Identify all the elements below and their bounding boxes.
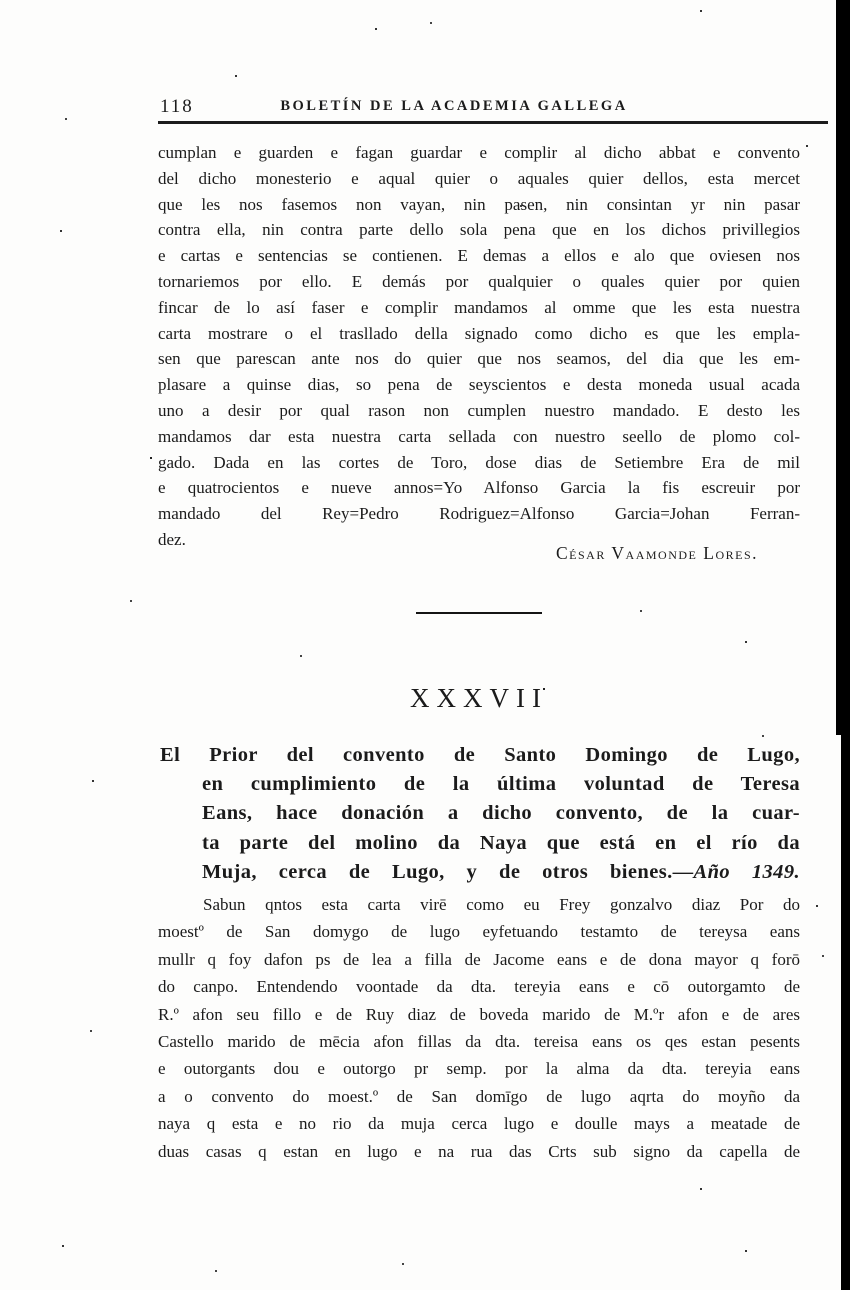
galician-charter-paragraph	[158, 891, 800, 1165]
charter-line: carta mostrare o el trasllado della signado como dicho es que les empla-	[158, 323, 800, 343]
body-line: Castello marido de mēcia afon fillas da dta. tereisa eans os qes estan pesents	[158, 1032, 800, 1052]
body-line: naya q esta e no rio da muja cerca lugo e doulle mays a meatade de	[158, 1114, 800, 1134]
charter-line: fincar de lo así faser e complir mandamos al omme que les esta nuestra	[158, 297, 800, 317]
scan-noise-specks	[0, 0, 2, 2]
section-number-heading: XXXVII	[410, 683, 548, 713]
body-line: Sabun qntos esta carta virē como eu Frey gonzalvo diaz Por do	[203, 895, 800, 914]
title-last-plain: Muja, cerca de Lugo, y de otros bienes.—	[202, 860, 694, 883]
charter-line: e quatrocientos e nueve annos=Yo Alfonso Garcia la fis escreuir por	[158, 478, 800, 498]
charter-line: que les nos fasemos non vayan, nin pasen, nin consintan yr nin pasar	[158, 194, 800, 214]
body-line: mullr q foy dafon ps de lea a filla de Jacome eans e de dona mayor q forō	[158, 949, 800, 969]
scan-edge-bar-bottom	[841, 735, 850, 1290]
header-rule	[158, 121, 828, 124]
charter-line: uno a desir por qual rason non cumplen nuestro mandado. E desto les	[158, 400, 800, 420]
body-line: e outorgants dou e outorgo pr semp. por la alma da dta. tereyia eans	[158, 1059, 800, 1079]
body-line: do canpo. Entendendo voontade da dta. tereyia eans e cō outorgamto de	[158, 977, 800, 997]
scan-edge-bar-top	[836, 0, 850, 735]
charter-line: mandamos dar esta nuestra carta sellada con nuestro seello de plomo col-	[158, 426, 800, 446]
charter-paragraph	[158, 140, 800, 553]
body-line: a o convento do moest.º de San domīgo de lugo aqrta do moyño da	[158, 1086, 800, 1106]
title-line: El Prior del convento de Santo Domingo de Lugo,	[160, 744, 800, 766]
running-header	[158, 96, 802, 120]
charter-line: gado. Dada en las cortes de Toro, dose dias de Setiembre Era de mil	[158, 452, 800, 472]
charter-line: mandado del Rey=Pedro Rodriguez=Alfonso Garcia=Johan Ferran-	[158, 504, 800, 524]
charter-line: sen que parescan ante nos do quier que nos seamos, del dia que les em-	[158, 349, 800, 369]
body-line: moestº de San domygo de lugo eyfetuando testamto de tereysa eans	[158, 922, 800, 942]
charter-line: e cartas e sentencias se contienen. E demas a ellos e alo que oviesen nos	[158, 246, 800, 266]
charter-line: contra ella, nin contra parte dello sola pena que en los dichos privillegios	[158, 220, 800, 240]
charter-line: del dicho monesterio e aqual quier o aquales quier dellos, esta mercet	[158, 168, 800, 188]
document-summary-title	[160, 741, 800, 887]
body-line: duas casas q estan en lugo e na rua das Crts sub signo da capella de	[158, 1141, 800, 1161]
page-number: 118	[160, 96, 194, 117]
title-line-last	[160, 858, 800, 887]
page-content	[158, 0, 802, 1290]
charter-line: plasare a quinse dias, so pena de seyscientos e desta moneda usual acada	[158, 375, 800, 395]
title-line: en cumplimiento de la última voluntad de Teresa	[202, 773, 800, 796]
title-line: Eans, hace donación a dicho convento, de la cuar-	[202, 802, 800, 825]
charter-line: tornariemos por ello. E demás por qualquier o quales quier por quien	[158, 271, 800, 291]
title-year-italic: Año 1349.	[693, 860, 800, 883]
title-line: ta parte del molino da Naya que está en el río da	[202, 831, 800, 854]
journal-title: BOLETÍN DE LA ACADEMIA GALLEGA	[280, 98, 628, 114]
charter-line: dez.	[158, 529, 186, 549]
section-divider-rule	[416, 612, 542, 614]
charter-line: cumplan e guarden e fagan guardar e complir al dicho abbat e convento	[158, 143, 800, 162]
body-line: R.º afon seu fillo e de Ruy diaz de boveda marido de M.ºr afon e de ares	[158, 1004, 800, 1024]
author-signature: César Vaamonde Lores.	[556, 543, 758, 563]
